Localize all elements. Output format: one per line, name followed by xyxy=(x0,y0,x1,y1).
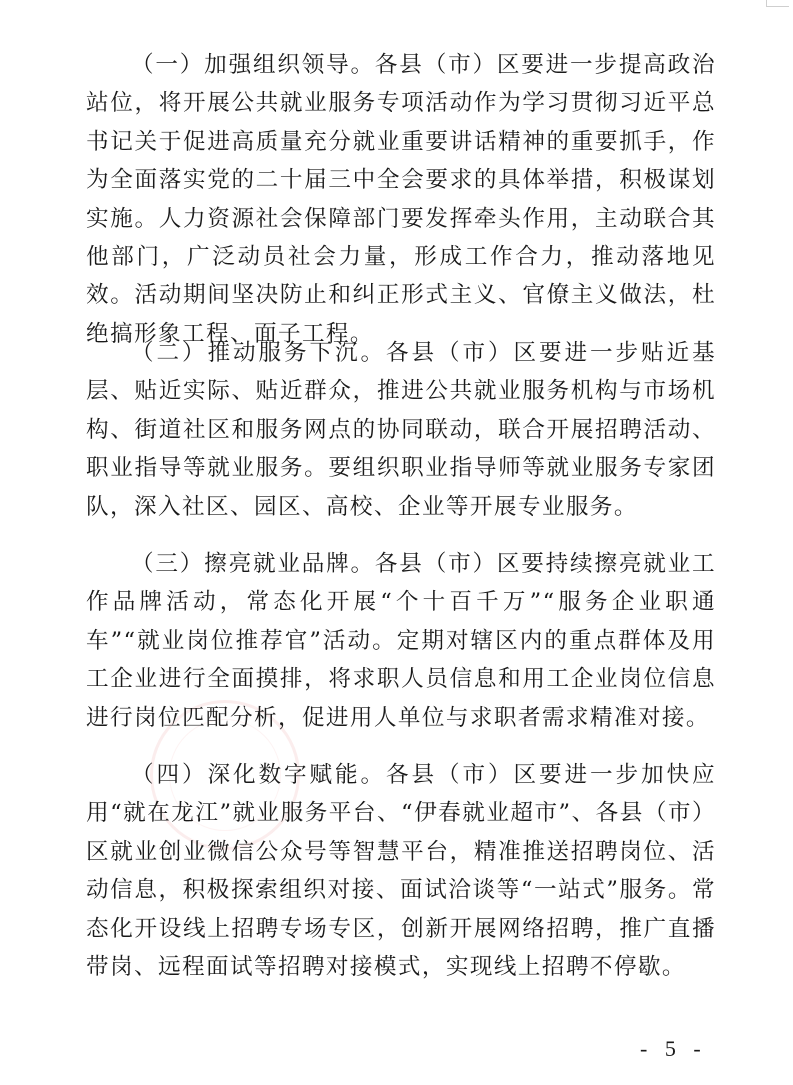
paragraph-service-sinking: （二）推动服务下沉。各县（市）区要进一步贴近基层、贴近实际、贴近群众，推进公共就业服务机构与市场机构、街道社区和服务网点的协同联动，联合开展招聘活动、职业指导等就业服务。要组织职业指导师等就业服务专家团队，深入社区、园区、高校、企业等开展专业服务。 xyxy=(86,340,716,520)
scan-corner-mark xyxy=(766,0,789,7)
paragraph-organization-leadership: （一）加强组织领导。各县（市）区要进一步提高政治站位，将开展公共就业服务专项活动作为学习贯彻习近平总书记关于促进高质量充分就业重要讲话精神的重要抓手，作为全面落实党的二十届三中全会要求的具体举措，积极谋划实施。人力资源社会保障部门要发挥牵头作用，主动联合其他部门，广泛动员社会力量，形成工作合力，推动落地见效。活动期间坚决防止和纠正形式主义、官僚主义做法，杜绝搞形象工程、面子工程。 xyxy=(86,52,716,347)
paragraph-employment-brand: （三）擦亮就业品牌。各县（市）区要持续擦亮就业工作品牌活动，常态化开展“个十百千万”“服务企业职通车”“就业岗位推荐官”活动。定期对辖区内的重点群体及用工企业进行全面摸排，将求职人员信息和用工企业岗位信息进行岗位匹配分析，促进用人单位与求职者需求精准对接。 xyxy=(86,551,716,731)
page-number: - 5 - xyxy=(640,1036,707,1061)
paragraph-digital-empowerment: （四）深化数字赋能。各县（市）区要进一步加快应用“就在龙江”就业服务平台、“伊春就业超市”、各县（市）区就业创业微信公众号等智慧平台，精准推送招聘岗位、活动信息，积极探索组织对接、面试洽谈等“一站式”服务。常态化开设线上招聘专场专区，创新开展网络招聘，推广直播带岗、远程面试等招聘对接模式，实现线上招聘不停歇。 xyxy=(86,762,716,981)
